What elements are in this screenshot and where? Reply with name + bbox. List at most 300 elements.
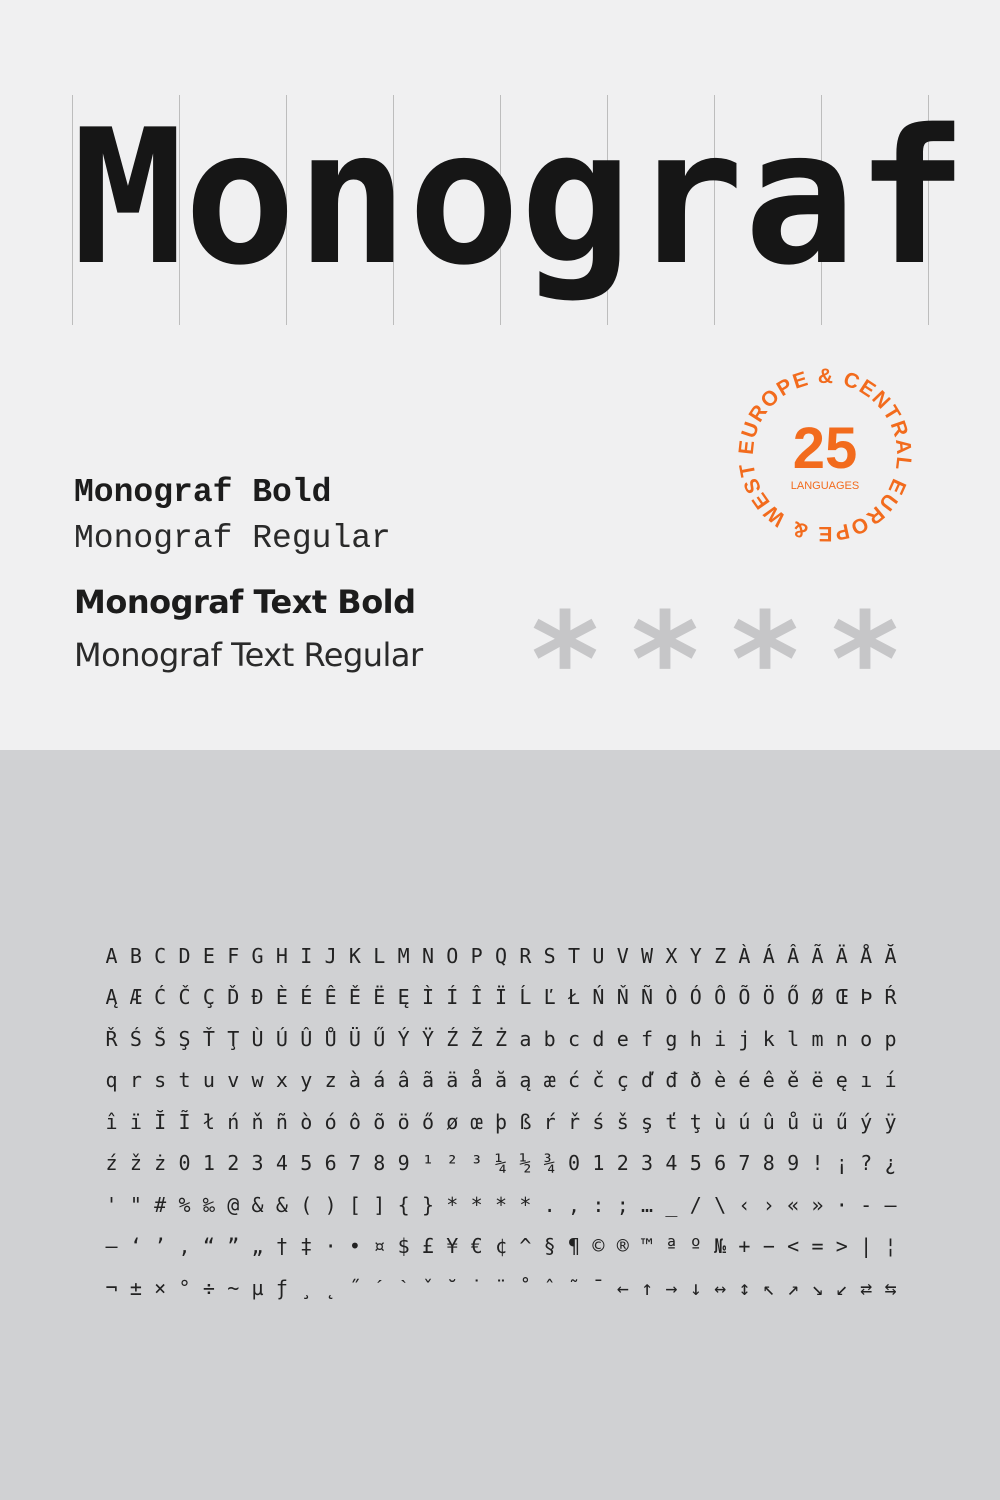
glyph: L — [373, 943, 386, 968]
glyph: ˊ — [375, 1275, 383, 1300]
glyph: ↙ — [835, 1275, 848, 1300]
glyph: ˇ — [421, 1275, 434, 1300]
glyph: ” — [227, 1234, 240, 1259]
glyph: t — [178, 1068, 191, 1093]
glyph: e — [616, 1026, 629, 1051]
glyph: Ű — [373, 1026, 386, 1051]
glyph: ˋ — [400, 1275, 407, 1300]
glyph: Â — [787, 943, 800, 968]
glyph: ¼ — [494, 1151, 508, 1176]
glyph: ¿ — [884, 1151, 897, 1176]
glyph: H — [275, 943, 288, 968]
hero-letter: g — [519, 89, 632, 306]
style-name-mono-regular: Monograf Regular — [74, 520, 391, 557]
hero-letter: r — [631, 89, 744, 306]
glyph: á — [373, 1068, 386, 1093]
asterisk-glyph: * — [731, 584, 799, 736]
badge-ring-text: EUROPE & CENTRAL EUROPE & WEST — [734, 364, 916, 546]
glyph: © — [592, 1234, 605, 1259]
glyph: û — [762, 1109, 775, 1134]
glyph: Ś — [129, 1026, 142, 1051]
glyph: 8 — [762, 1151, 775, 1176]
glyph: Ź — [446, 1026, 459, 1051]
glyph-row — [100, 1143, 902, 1185]
glyph: ‚ — [178, 1234, 191, 1259]
glyph: ű — [835, 1109, 848, 1134]
glyph: Ň — [616, 985, 629, 1010]
glyph: ↔ — [714, 1275, 727, 1300]
glyph: • — [348, 1234, 361, 1259]
asterisk-glyph: * — [631, 584, 699, 736]
glyph: % — [178, 1192, 191, 1217]
glyph: ƒ — [275, 1275, 288, 1300]
glyph: Z — [714, 943, 727, 968]
glyph: X — [665, 943, 678, 968]
glyph: æ — [543, 1068, 556, 1093]
glyph: Ż — [494, 1026, 508, 1051]
glyph: Ą — [105, 985, 118, 1010]
glyph: ( — [300, 1192, 313, 1217]
badge-number: 25 — [792, 416, 858, 481]
glyph: ˙ — [470, 1275, 483, 1300]
glyph: ń — [227, 1109, 240, 1134]
glyph: Ã — [811, 943, 824, 968]
glyph: ¢ — [494, 1234, 508, 1259]
glyph: Đ — [251, 985, 264, 1010]
glyph: Ý — [397, 1026, 410, 1051]
glyph: ? — [860, 1151, 873, 1176]
glyph: 2 — [616, 1151, 629, 1176]
glyph: ¹ — [421, 1151, 434, 1176]
glyph: Æ — [129, 985, 142, 1010]
glyph: ł — [202, 1109, 215, 1134]
languages-badge-graphic — [730, 360, 920, 550]
glyph: Ù — [251, 1026, 264, 1051]
glyph: º — [689, 1234, 702, 1259]
hero-wordmark — [72, 88, 968, 308]
glyph: * — [519, 1192, 532, 1217]
glyph: Š — [154, 1026, 167, 1051]
glyph: ' — [105, 1192, 118, 1217]
glyph: ; — [616, 1192, 629, 1217]
glyph: Ÿ — [421, 1026, 434, 1051]
glyph: Ę — [397, 985, 410, 1010]
hero-letter: M — [72, 89, 184, 306]
glyph: ← — [616, 1275, 629, 1300]
glyph: c — [568, 1026, 581, 1051]
glyph: ~ — [227, 1275, 240, 1300]
glyph: ¨ — [494, 1275, 508, 1300]
glyph: s — [154, 1068, 167, 1093]
glyph: Ê — [324, 985, 337, 1010]
glyph: ‘ — [129, 1234, 142, 1259]
glyph: ˘ — [446, 1275, 459, 1300]
glyph: ð — [689, 1068, 702, 1093]
glyph: 1 — [202, 1151, 215, 1176]
glyph: Ô — [714, 985, 727, 1010]
glyph: k — [762, 1026, 775, 1051]
glyph: È — [275, 985, 288, 1010]
glyph: ¥ — [446, 1234, 459, 1259]
glyph: Ŕ — [884, 985, 897, 1010]
glyph: f — [641, 1026, 654, 1051]
glyph: ¦ — [884, 1234, 897, 1259]
glyph: ı — [860, 1068, 873, 1093]
glyph: ø — [446, 1109, 459, 1134]
glyph: h — [689, 1026, 702, 1051]
glyph: U — [592, 943, 605, 968]
glyph: Á — [762, 943, 775, 968]
glyph: ś — [592, 1109, 605, 1134]
glyph: 5 — [300, 1151, 313, 1176]
glyph-row — [100, 1226, 902, 1268]
glyph: z — [324, 1068, 337, 1093]
glyph: ↑ — [641, 1275, 654, 1300]
glyph: ň — [251, 1109, 264, 1134]
glyph: Ö — [762, 985, 775, 1010]
glyph: ™ — [641, 1234, 654, 1259]
glyph: Ç — [202, 985, 215, 1010]
glyph: x — [275, 1068, 288, 1093]
glyph: ú — [738, 1109, 751, 1134]
glyph: ® — [616, 1234, 629, 1259]
glyph: C — [154, 943, 167, 968]
glyph-row — [100, 1101, 902, 1143]
glyph: ę — [835, 1068, 848, 1093]
glyph: ‰ — [202, 1192, 215, 1217]
glyph: № — [714, 1234, 727, 1259]
glyph: N — [421, 943, 434, 968]
glyph: q — [105, 1068, 118, 1093]
glyph: { — [397, 1192, 410, 1217]
glyph: ß — [519, 1109, 532, 1134]
glyph: ¯ — [592, 1275, 605, 1300]
glyph: Ř — [105, 1026, 118, 1051]
hero-letter: a — [743, 89, 856, 306]
glyph: Č — [178, 985, 191, 1010]
asterisk-glyph: * — [531, 584, 599, 736]
glyph: R — [519, 943, 532, 968]
glyph: É — [300, 985, 313, 1010]
glyph: Ł — [568, 985, 581, 1010]
glyph: ž — [129, 1151, 142, 1176]
glyph: ç — [616, 1068, 629, 1093]
glyph: ¤ — [373, 1234, 386, 1259]
style-name-text-regular: Monograf Text Regular — [74, 636, 423, 674]
glyph: ů — [787, 1109, 800, 1134]
glyph: ) — [324, 1192, 337, 1217]
glyph: Ţ — [227, 1026, 240, 1051]
glyph: à — [348, 1068, 361, 1093]
hero-letter: n — [295, 89, 408, 306]
glyph: ↘ — [811, 1275, 824, 1300]
glyph: 3 — [641, 1151, 654, 1176]
glyph: ñ — [275, 1109, 288, 1134]
glyph: µ — [251, 1275, 264, 1300]
glyph: Ă — [884, 943, 897, 968]
glyph: Ú — [275, 1026, 288, 1051]
glyph: í — [884, 1068, 897, 1093]
glyph: ’ — [154, 1234, 167, 1259]
glyph: ˛ — [324, 1275, 337, 1300]
glyph: u — [202, 1068, 215, 1093]
glyph-row — [100, 1018, 902, 1060]
glyph: § — [543, 1234, 556, 1259]
glyph: « — [787, 1192, 800, 1217]
glyph: - — [860, 1192, 873, 1217]
glyph: ó — [324, 1109, 337, 1134]
hero-letter: f — [855, 89, 968, 306]
glyph: ² — [446, 1151, 459, 1176]
glyph: Ě — [348, 985, 361, 1010]
glyph: ^ — [519, 1234, 532, 1259]
hero-letter: o — [407, 89, 520, 306]
glyph: Þ — [860, 985, 873, 1010]
glyph: ď — [641, 1068, 654, 1093]
glyph: = — [811, 1234, 824, 1259]
glyph: 6 — [714, 1151, 727, 1176]
glyph: â — [397, 1068, 410, 1093]
glyph: 7 — [738, 1151, 751, 1176]
glyph: ő — [421, 1109, 434, 1134]
glyph: ÷ — [202, 1275, 215, 1300]
glyph: D — [178, 943, 191, 968]
glyph: ⇆ — [884, 1275, 897, 1300]
glyph: 0 — [568, 1151, 581, 1176]
glyph: g — [665, 1026, 678, 1051]
glyph: õ — [373, 1109, 386, 1134]
glyph: Ľ — [543, 985, 556, 1010]
glyph: ä — [446, 1068, 459, 1093]
glyph: č — [592, 1068, 605, 1093]
glyph: M — [397, 943, 410, 968]
glyph: ą — [519, 1068, 532, 1093]
glyph: , — [568, 1192, 581, 1217]
glyph: * — [470, 1192, 483, 1217]
glyph: / — [689, 1192, 702, 1217]
glyph-row — [100, 935, 902, 977]
glyph: K — [348, 943, 361, 968]
glyph: 4 — [665, 1151, 678, 1176]
glyph: Ü — [348, 1026, 361, 1051]
glyph: l — [787, 1026, 800, 1051]
glyph: F — [227, 943, 240, 968]
glyph: ř — [568, 1109, 581, 1134]
glyph: [ — [348, 1192, 361, 1217]
glyph: ˆ — [543, 1275, 556, 1300]
glyph: » — [811, 1192, 824, 1217]
glyph: † — [275, 1234, 288, 1259]
glyph: ‡ — [300, 1234, 313, 1259]
glyph: ‹ — [738, 1192, 751, 1217]
glyph: b — [543, 1026, 556, 1051]
glyph: Ő — [787, 985, 800, 1010]
glyph: ě — [787, 1068, 800, 1093]
glyph: _ — [665, 1192, 678, 1217]
glyph: £ — [421, 1234, 434, 1259]
glyph: − — [762, 1234, 775, 1259]
glyph: Ï — [494, 985, 508, 1010]
glyph: ¸ — [300, 1275, 313, 1300]
glyph: ù — [714, 1109, 727, 1134]
glyph: # — [154, 1192, 167, 1217]
glyph: T — [568, 943, 581, 968]
glyph: d — [592, 1026, 605, 1051]
glyph: ö — [397, 1109, 410, 1134]
glyph: ª — [665, 1234, 678, 1259]
glyph: W — [641, 943, 654, 968]
glyph: 2 — [227, 1151, 240, 1176]
glyph: Ž — [470, 1026, 483, 1051]
glyph: V — [616, 943, 629, 968]
glyph: \ — [714, 1192, 727, 1217]
glyph: * — [446, 1192, 459, 1217]
glyph: · — [835, 1192, 848, 1217]
glyph: ↓ — [689, 1275, 702, 1300]
glyph: š — [616, 1109, 629, 1134]
glyph: n — [835, 1026, 848, 1051]
glyph: × — [154, 1275, 167, 1300]
glyph: › — [762, 1192, 775, 1217]
glyph: ï — [129, 1109, 142, 1134]
glyph: Ø — [811, 985, 824, 1010]
glyph: Y — [689, 943, 702, 968]
glyph: & — [251, 1192, 264, 1217]
glyph: → — [665, 1275, 678, 1300]
glyph: ã — [421, 1068, 434, 1093]
glyph: ¬ — [105, 1275, 118, 1300]
glyph: ş — [641, 1109, 654, 1134]
glyph: ↗ — [787, 1275, 800, 1300]
glyph: ê — [762, 1068, 775, 1093]
glyph: Ì — [421, 985, 434, 1010]
glyph: Ş — [178, 1026, 191, 1051]
glyph: ć — [568, 1068, 581, 1093]
asterisk-glyph: * — [831, 584, 899, 736]
glyph: ô — [348, 1109, 361, 1134]
glyph: 7 — [348, 1151, 361, 1176]
glyph: Ů — [324, 1026, 337, 1051]
glyph: ½ — [519, 1151, 532, 1176]
glyph: „ — [251, 1234, 264, 1259]
glyph: ë — [811, 1068, 824, 1093]
glyph: $ — [397, 1234, 410, 1259]
glyph: Ò — [665, 985, 678, 1010]
glyph: @ — [227, 1192, 240, 1217]
glyph: 4 — [275, 1151, 288, 1176]
glyph: – — [884, 1192, 897, 1217]
glyph: 3 — [251, 1151, 264, 1176]
glyph: ] — [373, 1192, 386, 1217]
glyph: 5 — [689, 1151, 702, 1176]
glyph: . — [543, 1192, 556, 1217]
glyph: i — [714, 1026, 727, 1051]
glyph: P — [470, 943, 483, 968]
glyph: ˝ — [348, 1275, 361, 1300]
glyph: î — [105, 1109, 118, 1134]
glyph: y — [300, 1068, 313, 1093]
glyph: O — [446, 943, 459, 968]
glyph: : — [592, 1192, 605, 1217]
glyph: À — [738, 943, 751, 968]
glyph: o — [860, 1026, 873, 1051]
glyph: ˚ — [519, 1275, 532, 1300]
glyph: r — [129, 1068, 142, 1093]
glyph: Ñ — [641, 985, 654, 1010]
glyph: ¡ — [835, 1151, 848, 1176]
glyph: ý — [860, 1109, 873, 1134]
glyph: 1 — [592, 1151, 605, 1176]
glyph: ± — [129, 1275, 142, 1300]
glyph-row — [100, 1267, 902, 1309]
glyph: I — [300, 943, 313, 968]
glyph: A — [105, 943, 118, 968]
glyph: è — [714, 1068, 727, 1093]
glyph: Î — [470, 985, 483, 1010]
glyph: Ä — [835, 943, 848, 968]
glyph: " — [129, 1192, 142, 1217]
glyph: Ó — [689, 985, 702, 1010]
glyph: 8 — [373, 1151, 386, 1176]
glyph: ź — [105, 1151, 118, 1176]
glyph: œ — [470, 1109, 483, 1134]
glyph: Ť — [202, 1026, 215, 1051]
glyph: é — [738, 1068, 751, 1093]
glyph: ă — [494, 1068, 508, 1093]
style-name-mono-bold: Monograf Bold — [74, 474, 332, 511]
glyph: ↖ — [762, 1275, 775, 1300]
glyph: ↕ — [738, 1275, 751, 1300]
glyph: E — [202, 943, 215, 968]
glyph: Í — [446, 985, 459, 1010]
glyph: S — [543, 943, 556, 968]
glyph: Õ — [738, 985, 751, 1010]
glyph: Ď — [227, 985, 240, 1010]
glyph: ¶ — [568, 1234, 581, 1259]
glyph: Q — [494, 943, 508, 968]
glyph: ! — [811, 1151, 824, 1176]
glyph: p — [884, 1026, 897, 1051]
glyph: & — [275, 1192, 288, 1217]
glyph: Û — [300, 1026, 313, 1051]
glyph: þ — [494, 1109, 508, 1134]
glyph-row — [100, 1184, 902, 1226]
glyph: Ć — [154, 985, 167, 1010]
glyph: ˜ — [568, 1275, 581, 1300]
glyph: ť — [665, 1109, 678, 1134]
glyph: Ĭ — [154, 1109, 167, 1134]
glyph: ţ — [689, 1109, 702, 1134]
glyph: J — [324, 943, 337, 968]
glyph: a — [519, 1026, 532, 1051]
glyph: ò — [300, 1109, 313, 1134]
glyph: Œ — [835, 985, 848, 1010]
glyph: · — [324, 1234, 337, 1259]
glyph-row — [100, 977, 902, 1019]
glyph: m — [811, 1026, 824, 1051]
glyph: … — [641, 1192, 654, 1217]
glyph: — — [105, 1234, 118, 1259]
glyph: Ë — [373, 985, 386, 1010]
glyph: + — [738, 1234, 751, 1259]
glyph: G — [251, 943, 264, 968]
glyph: ¾ — [543, 1151, 556, 1176]
glyph: 0 — [178, 1151, 191, 1176]
glyph: B — [129, 943, 142, 968]
asterisk-row — [515, 584, 915, 736]
glyph: j — [738, 1026, 751, 1051]
glyph-row — [100, 1060, 902, 1102]
